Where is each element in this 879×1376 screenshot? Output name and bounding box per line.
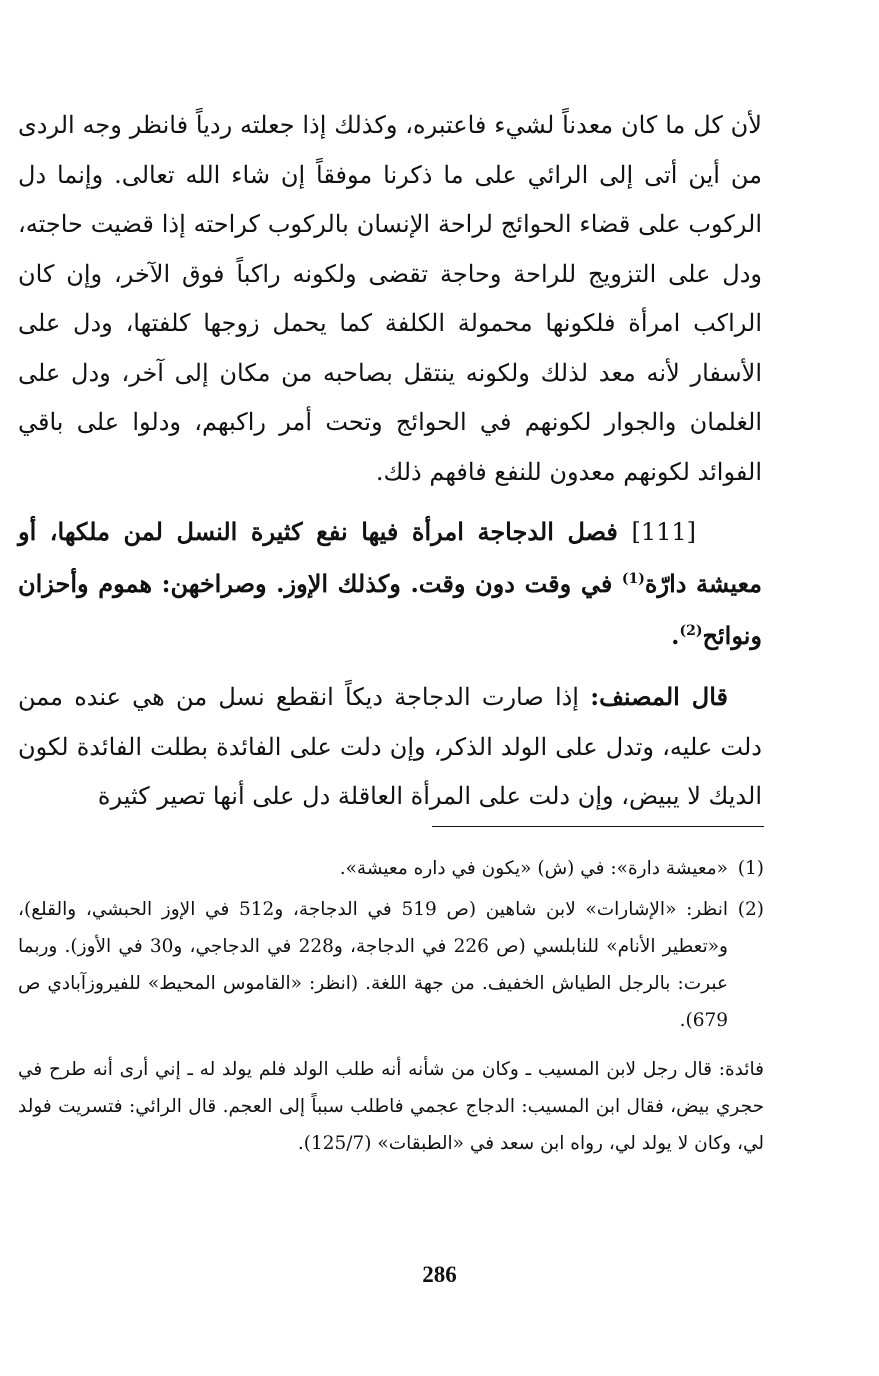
- author-lead: قال المصنف:: [590, 682, 728, 711]
- footnote-text: انظر: «الإشارات» لابن شاهين (ص 519 في الدجاجة، و512 في الإوز الحبشي، والقلع)، و«تعطير الأنام» للنابلسي (ص 226 في الدجاجة، و228 في الدجاجي، و30 في الأوز). وربما عبرت: بالرجل الطياش الخفيف. من جهة اللغة. (انظر: «القاموس المحيط» للفيروزآبادي ص 679).: [18, 899, 728, 1031]
- footnote-number: (2): [737, 899, 764, 920]
- section-label-fasl: فصل: [567, 517, 618, 546]
- paragraph-riding-interpretation: لأن كل ما كان معدناً لشيء فاعتبره، وكذلك إذا جعلته ردياً فانظر وجه الردى من أين أتى إلى الرائي على ما ذكرنا موفقاً إن شاء الله تعالى. وإنما دل الركوب على قضاء الحوائج لراحة الإنسان بالركوب كراحته إذا قضيت حاجته، ودل على التزويج للراحة وحاجة تقضى ولكونه راكباً فوق الآخر، وإن كان الراكب امرأة فلكونها محمولة الكلفة كما يحمل زوجها كلفتها، ودل على الأسفار لأنه معد لذلك ولكونه ينتقل بصاحبه من مكان إلى آخر، ودل على الغلمان والجوار لكونهم في الحوائج وتحت أمر راكبهم، ودلوا على باقي الفوائد لكونهم معدون للنفع فافهم ذلك.: [18, 111, 762, 486]
- footnote-1: [18, 850, 764, 887]
- footnote-text: «معيشة دارة»: في (ش) «يكون في داره معيشة».: [339, 858, 728, 879]
- author-text: إذا صارت الدجاجة ديكاً انقطع نسل من هي عنده ممن دلت عليه، وتدل على الولد الذكر، وإن دلت على الفائدة بطلت الفائدة لكون الديك لا يبيض، وإن دلت على المرأة العاقلة دل على أنها تصير كثيرة: [18, 683, 762, 810]
- footnotes: [18, 850, 764, 1162]
- footnote-number: (1): [737, 858, 764, 879]
- benefit-note: فائدة: قال رجل لابن المسيب ـ وكان من شأنه أنه طلب الولد فلم يولد له ـ إني أرى أنه طرح في حجري بيض، فقال ابن المسيب: الدجاج عجمي فاطلب سبباً إلى العجم. قال الرائي: فتسريت فولد لي، وكان لا يولد لي، رواه ابن سعد في «الطبقات» (125/7).: [18, 1059, 765, 1154]
- section-text-part1: الدجاجة امرأة فيها نفع كثيرة النسل لمن ملكها، أو معيشة دارّة: [18, 517, 763, 598]
- section-text-part2: في وقت دون وقت. وكذلك الإوز. وصراخهن: هموم وأحزان ونوائح: [18, 569, 762, 650]
- page-number: 286: [422, 1262, 457, 1287]
- footnote-ref-2[interactable]: (2): [679, 623, 703, 639]
- footnote-separator: [432, 826, 764, 827]
- section-number: [111]: [631, 518, 697, 546]
- section-text-end: .: [671, 621, 680, 650]
- main-text: [18, 101, 762, 822]
- footnote-ref-1[interactable]: (1): [621, 571, 645, 587]
- author-commentary: [18, 672, 762, 822]
- section-111-hen: [18, 506, 762, 662]
- footnote-2: [18, 891, 764, 1039]
